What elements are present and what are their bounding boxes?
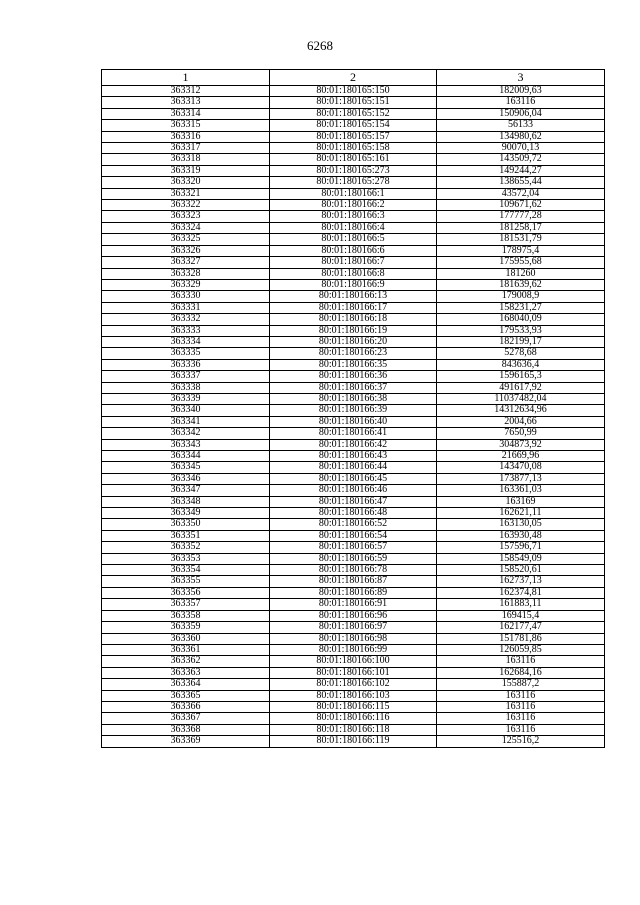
record-number-cell: 363339 (102, 393, 270, 404)
cadastral-number-cell: 80:01:180166:97 (270, 622, 437, 633)
table-row (102, 599, 605, 610)
table-row (102, 371, 605, 382)
record-number-cell: 363349 (102, 508, 270, 519)
value-cell: 162737,13 (437, 576, 605, 587)
table-row (102, 679, 605, 690)
value-cell: 163169 (437, 496, 605, 507)
cadastral-number-cell: 80:01:180166:5 (270, 234, 437, 245)
value-cell: 158231,27 (437, 302, 605, 313)
table-row (102, 542, 605, 553)
value-cell: 304873,92 (437, 439, 605, 450)
value-cell: 163116 (437, 97, 605, 108)
page-number: 6268 (307, 38, 333, 53)
value-cell: 162684,16 (437, 667, 605, 678)
cadastral-number-cell: 80:01:180166:52 (270, 519, 437, 530)
cadastral-number-cell: 80:01:180166:2 (270, 200, 437, 211)
value-cell: 155887,2 (437, 679, 605, 690)
column-header-3: 3 (437, 70, 605, 86)
value-cell: 151781,86 (437, 633, 605, 644)
cadastral-number-cell: 80:01:180166:89 (270, 587, 437, 598)
cadastral-number-cell: 80:01:180166:38 (270, 393, 437, 404)
record-number-cell: 363346 (102, 473, 270, 484)
table-row (102, 428, 605, 439)
table-row (102, 405, 605, 416)
record-number-cell: 363324 (102, 222, 270, 233)
table-row (102, 690, 605, 701)
cadastral-number-cell: 80:01:180166:13 (270, 291, 437, 302)
cadastral-number-cell: 80:01:180166:102 (270, 679, 437, 690)
record-number-cell: 363348 (102, 496, 270, 507)
table-row (102, 576, 605, 587)
value-cell: 162374,81 (437, 587, 605, 598)
value-cell: 5278,68 (437, 348, 605, 359)
cadastral-number-cell: 80:01:180166:59 (270, 553, 437, 564)
table-row (102, 393, 605, 404)
cadastral-number-cell: 80:01:180166:37 (270, 382, 437, 393)
record-number-cell: 363327 (102, 257, 270, 268)
record-number-cell: 363360 (102, 633, 270, 644)
value-cell: 181258,17 (437, 222, 605, 233)
cadastral-number-cell: 80:01:180166:87 (270, 576, 437, 587)
record-number-cell: 363316 (102, 131, 270, 142)
column-header-1: 1 (102, 70, 270, 86)
cadastral-number-cell: 80:01:180165:150 (270, 86, 437, 97)
cadastral-number-cell: 80:01:180166:1 (270, 188, 437, 199)
table-row (102, 701, 605, 712)
table-row (102, 519, 605, 530)
record-number-cell: 363334 (102, 336, 270, 347)
value-cell: 179533,93 (437, 325, 605, 336)
cadastral-number-cell: 80:01:180166:41 (270, 428, 437, 439)
cadastral-number-cell: 80:01:180166:99 (270, 644, 437, 655)
table-row (102, 736, 605, 747)
record-number-cell: 363337 (102, 371, 270, 382)
value-cell: 173877,13 (437, 473, 605, 484)
record-number-cell: 363358 (102, 610, 270, 621)
cadastral-number-cell: 80:01:180165:158 (270, 143, 437, 154)
record-number-cell: 363365 (102, 690, 270, 701)
record-number-cell: 363332 (102, 314, 270, 325)
record-number-cell: 363353 (102, 553, 270, 564)
table-row (102, 268, 605, 279)
table-row (102, 131, 605, 142)
record-number-cell: 363326 (102, 245, 270, 256)
cadastral-number-cell: 80:01:180166:78 (270, 565, 437, 576)
cadastral-number-cell: 80:01:180166:4 (270, 222, 437, 233)
value-cell: 2004,66 (437, 416, 605, 427)
value-cell: 11037482,04 (437, 393, 605, 404)
table-row (102, 496, 605, 507)
value-cell: 163130,05 (437, 519, 605, 530)
value-cell: 126059,85 (437, 644, 605, 655)
table-row (102, 633, 605, 644)
value-cell: 163361,03 (437, 485, 605, 496)
value-cell: 843636,4 (437, 359, 605, 370)
value-cell: 491617,92 (437, 382, 605, 393)
table-row (102, 485, 605, 496)
record-number-cell: 363312 (102, 86, 270, 97)
value-cell: 7650,99 (437, 428, 605, 439)
value-cell: 181260 (437, 268, 605, 279)
value-cell: 158549,09 (437, 553, 605, 564)
value-cell: 168040,09 (437, 314, 605, 325)
record-number-cell: 363330 (102, 291, 270, 302)
value-cell: 181531,79 (437, 234, 605, 245)
cadastral-number-cell: 80:01:180166:54 (270, 530, 437, 541)
value-cell: 179008,9 (437, 291, 605, 302)
cadastral-number-cell: 80:01:180166:44 (270, 462, 437, 473)
record-number-cell: 363319 (102, 165, 270, 176)
value-cell: 43572,04 (437, 188, 605, 199)
value-cell: 175955,68 (437, 257, 605, 268)
cadastral-number-cell: 80:01:180166:42 (270, 439, 437, 450)
value-cell: 56133 (437, 120, 605, 131)
record-number-cell: 363367 (102, 713, 270, 724)
value-cell: 1596165,3 (437, 371, 605, 382)
record-number-cell: 363323 (102, 211, 270, 222)
record-number-cell: 363320 (102, 177, 270, 188)
record-number-cell: 363357 (102, 599, 270, 610)
record-number-cell: 363342 (102, 428, 270, 439)
table-row (102, 359, 605, 370)
table-row (102, 177, 605, 188)
value-cell: 143509,72 (437, 154, 605, 165)
table-row (102, 211, 605, 222)
value-cell: 163116 (437, 701, 605, 712)
table-row (102, 473, 605, 484)
value-cell: 163116 (437, 690, 605, 701)
value-cell: 161883,11 (437, 599, 605, 610)
value-cell: 163930,48 (437, 530, 605, 541)
table-row (102, 439, 605, 450)
record-number-cell: 363364 (102, 679, 270, 690)
record-number-cell: 363340 (102, 405, 270, 416)
record-number-cell: 363325 (102, 234, 270, 245)
table-row (102, 565, 605, 576)
cadastral-number-cell: 80:01:180166:98 (270, 633, 437, 644)
cadastral-number-cell: 80:01:180166:57 (270, 542, 437, 553)
cadastral-number-cell: 80:01:180166:36 (270, 371, 437, 382)
table-row (102, 291, 605, 302)
table-row (102, 724, 605, 735)
table-row (102, 336, 605, 347)
value-cell: 181639,62 (437, 279, 605, 290)
cadastral-number-cell: 80:01:180166:7 (270, 257, 437, 268)
table-row (102, 382, 605, 393)
table-row (102, 508, 605, 519)
cadastral-number-cell: 80:01:180166:6 (270, 245, 437, 256)
record-number-cell: 363333 (102, 325, 270, 336)
cadastral-number-cell: 80:01:180166:103 (270, 690, 437, 701)
cadastral-number-cell: 80:01:180166:35 (270, 359, 437, 370)
cadastral-number-cell: 80:01:180166:9 (270, 279, 437, 290)
table-row (102, 462, 605, 473)
value-cell: 178975,4 (437, 245, 605, 256)
record-number-cell: 363318 (102, 154, 270, 165)
record-number-cell: 363363 (102, 667, 270, 678)
record-number-cell: 363343 (102, 439, 270, 450)
record-number-cell: 363338 (102, 382, 270, 393)
table-row (102, 188, 605, 199)
table-row (102, 348, 605, 359)
table-row (102, 656, 605, 667)
value-cell: 143470,08 (437, 462, 605, 473)
value-cell: 162177,47 (437, 622, 605, 633)
table-row (102, 314, 605, 325)
cadastral-number-cell: 80:01:180166:116 (270, 713, 437, 724)
cadastral-number-cell: 80:01:180166:40 (270, 416, 437, 427)
value-cell: 21669,96 (437, 451, 605, 462)
cadastral-number-cell: 80:01:180166:39 (270, 405, 437, 416)
cadastral-number-cell: 80:01:180166:3 (270, 211, 437, 222)
record-number-cell: 363359 (102, 622, 270, 633)
value-cell: 90070,13 (437, 143, 605, 154)
cadastral-number-cell: 80:01:180166:18 (270, 314, 437, 325)
cadastral-number-cell: 80:01:180165:154 (270, 120, 437, 131)
record-number-cell: 363335 (102, 348, 270, 359)
cadastral-number-cell: 80:01:180165:273 (270, 165, 437, 176)
value-cell: 149244,27 (437, 165, 605, 176)
record-number-cell: 363341 (102, 416, 270, 427)
record-number-cell: 363313 (102, 97, 270, 108)
record-number-cell: 363317 (102, 143, 270, 154)
cadastral-number-cell: 80:01:180166:43 (270, 451, 437, 462)
record-number-cell: 363362 (102, 656, 270, 667)
cadastral-number-cell: 80:01:180166:96 (270, 610, 437, 621)
cadastral-number-cell: 80:01:180166:119 (270, 736, 437, 747)
value-cell: 163116 (437, 656, 605, 667)
table-row (102, 622, 605, 633)
cadastral-number-cell: 80:01:180166:115 (270, 701, 437, 712)
record-number-cell: 363328 (102, 268, 270, 279)
table-row (102, 302, 605, 313)
record-number-cell: 363350 (102, 519, 270, 530)
table-row (102, 245, 605, 256)
cadastral-number-cell: 80:01:180165:152 (270, 108, 437, 119)
cadastral-number-cell: 80:01:180166:20 (270, 336, 437, 347)
table-row (102, 325, 605, 336)
record-number-cell: 363314 (102, 108, 270, 119)
cadastral-number-cell: 80:01:180165:161 (270, 154, 437, 165)
cadastral-number-cell: 80:01:180166:118 (270, 724, 437, 735)
record-number-cell: 363321 (102, 188, 270, 199)
value-cell: 14312634,96 (437, 405, 605, 416)
record-number-cell: 363322 (102, 200, 270, 211)
record-number-cell: 363347 (102, 485, 270, 496)
value-cell: 138655,44 (437, 177, 605, 188)
record-number-cell: 363352 (102, 542, 270, 553)
table-row (102, 279, 605, 290)
record-number-cell: 363354 (102, 565, 270, 576)
table-row (102, 667, 605, 678)
table-row (102, 257, 605, 268)
value-cell: 157596,71 (437, 542, 605, 553)
cadastral-number-cell: 80:01:180166:47 (270, 496, 437, 507)
record-number-cell: 363361 (102, 644, 270, 655)
table-body (102, 86, 605, 748)
cadastral-number-cell: 80:01:180166:45 (270, 473, 437, 484)
value-cell: 182009,63 (437, 86, 605, 97)
header-row (102, 70, 605, 86)
value-cell: 169415,4 (437, 610, 605, 621)
record-number-cell: 363345 (102, 462, 270, 473)
cadastral-number-cell: 80:01:180166:23 (270, 348, 437, 359)
record-number-cell: 363329 (102, 279, 270, 290)
record-number-cell: 363315 (102, 120, 270, 131)
column-header-2: 2 (270, 70, 437, 86)
table-row (102, 451, 605, 462)
table-row (102, 416, 605, 427)
value-cell: 158520,61 (437, 565, 605, 576)
table-row (102, 120, 605, 131)
cadastral-number-cell: 80:01:180166:17 (270, 302, 437, 313)
value-cell: 177777,28 (437, 211, 605, 222)
table-row (102, 713, 605, 724)
value-cell: 109671,62 (437, 200, 605, 211)
record-number-cell: 363368 (102, 724, 270, 735)
cadastral-number-cell: 80:01:180166:19 (270, 325, 437, 336)
table-row (102, 234, 605, 245)
value-cell: 182199,17 (437, 336, 605, 347)
cadastral-number-cell: 80:01:180166:46 (270, 485, 437, 496)
value-cell: 163116 (437, 713, 605, 724)
record-number-cell: 363356 (102, 587, 270, 598)
table-row (102, 553, 605, 564)
table-row (102, 200, 605, 211)
cadastral-number-cell: 80:01:180165:151 (270, 97, 437, 108)
cadastral-number-cell: 80:01:180166:100 (270, 656, 437, 667)
cadastral-number-cell: 80:01:180165:278 (270, 177, 437, 188)
cadastral-number-cell: 80:01:180165:157 (270, 131, 437, 142)
table-row (102, 108, 605, 119)
table-row (102, 222, 605, 233)
table-header (102, 70, 605, 86)
record-number-cell: 363331 (102, 302, 270, 313)
record-number-cell: 363336 (102, 359, 270, 370)
record-number-cell: 363355 (102, 576, 270, 587)
record-number-cell: 363351 (102, 530, 270, 541)
data-table (101, 69, 605, 748)
table-row (102, 165, 605, 176)
table-row (102, 97, 605, 108)
record-number-cell: 363366 (102, 701, 270, 712)
cadastral-number-cell: 80:01:180166:101 (270, 667, 437, 678)
table-row (102, 143, 605, 154)
record-number-cell: 363344 (102, 451, 270, 462)
value-cell: 162621,11 (437, 508, 605, 519)
table-row (102, 86, 605, 97)
value-cell: 163116 (437, 724, 605, 735)
table-row (102, 154, 605, 165)
cadastral-number-cell: 80:01:180166:8 (270, 268, 437, 279)
value-cell: 125516,2 (437, 736, 605, 747)
value-cell: 150906,04 (437, 108, 605, 119)
cadastral-number-cell: 80:01:180166:48 (270, 508, 437, 519)
cadastral-number-cell: 80:01:180166:91 (270, 599, 437, 610)
table-row (102, 610, 605, 621)
table-row (102, 530, 605, 541)
table-row (102, 587, 605, 598)
table-row (102, 644, 605, 655)
value-cell: 134980,62 (437, 131, 605, 142)
record-number-cell: 363369 (102, 736, 270, 747)
